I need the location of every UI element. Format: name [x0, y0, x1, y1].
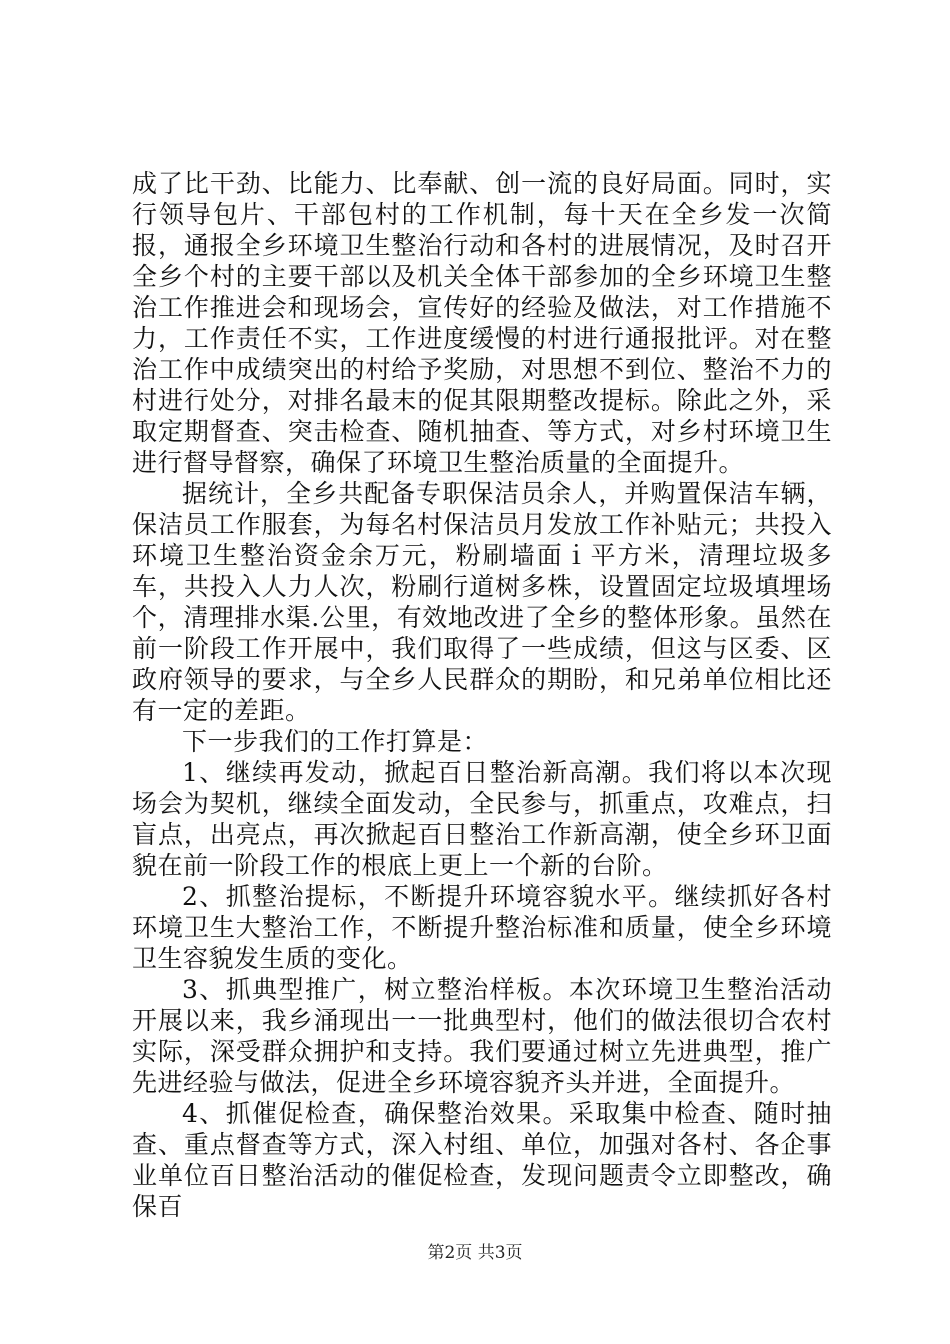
- paragraph-plan-item-3: 3、抓典型推广，树立整治样板。本次环境卫生整治活动开展以来，我乡涌现出一一批典型村，他们的做法很切合农村实际，深受群众拥护和支持。我们要通过树立先进典型，推广先进经验与做法，促进全乡环境容貌齐头并进，全面提升。: [132, 975, 832, 1097]
- paragraph-plan-item-4: 4、抓催促检查，确保整治效果。采取集中检查、随时抽查、重点督查等方式，深入村组、单位，加强对各村、各企事业单位百日整治活动的催促检查，发现问题责令立即整改，确保百: [132, 1099, 832, 1221]
- document-body: [132, 168, 832, 1222]
- paragraph-plan-intro: 下一步我们的工作打算是：: [182, 727, 489, 756]
- paragraph-plan-item-2: 2、抓整治提标，不断提升环境容貌水平。继续抓好各村环境卫生大整治工作，不断提升整治标准和质量，使全乡环境卫生容貌发生质的变化。: [132, 882, 832, 973]
- page-footer: 第2页 共3页: [427, 1243, 523, 1263]
- paragraph-statistics: 据统计，全乡共配备专职保洁员余人，并购置保洁车辆，保洁员工作服套，为每名村保洁员月发放工作补贴元；共投入环境卫生整治资金余万元，粉刷墙面ｉ平方米，清理垃圾多车，共投入人力人次，粉刷行道树多株，设置固定垃圾填埋场个，清理排水渠.公里，有效地改进了全乡的整体形象。虽然在前一阶段工作开展中，我们取得了一些成绩，但这与区委、区政府领导的要求，与全乡人民群众的期盼，和兄弟单位相比还有一定的差距。: [132, 479, 832, 725]
- paragraph-continuation: 成了比干劲、比能力、比奉献、创一流的良好局面。同时，实行领导包片、干部包村的工作机制，每十天在全乡发一次简报，通报全乡环境卫生整治行动和各村的进展情况，及时召开全乡个村的主要干部以及机关全体干部参加的全乡环境卫生整治工作推进会和现场会，宣传好的经验及做法，对工作措施不力，工作责任不实，工作进度缓慢的村进行通报批评。对在整治工作中成绩突出的村给予奖励，对思想不到位、整治不力的村进行处分，对排名最末的促其限期整改提标。除此之外，采取定期督查、突击检查、随机抽查、等方式，对乡村环境卫生进行督导督察，确保了环境卫生整治质量的全面提升。: [132, 169, 832, 477]
- paragraph-plan-item-1: 1、继续再发动，掀起百日整治新高潮。我们将以本次现场会为契机，继续全面发动，全民参与，抓重点，攻难点，扫盲点，出亮点，再次掀起百日整治工作新高潮，使全乡环卫面貌在前一阶段工作的根底上更上一个新的台阶。: [132, 758, 832, 880]
